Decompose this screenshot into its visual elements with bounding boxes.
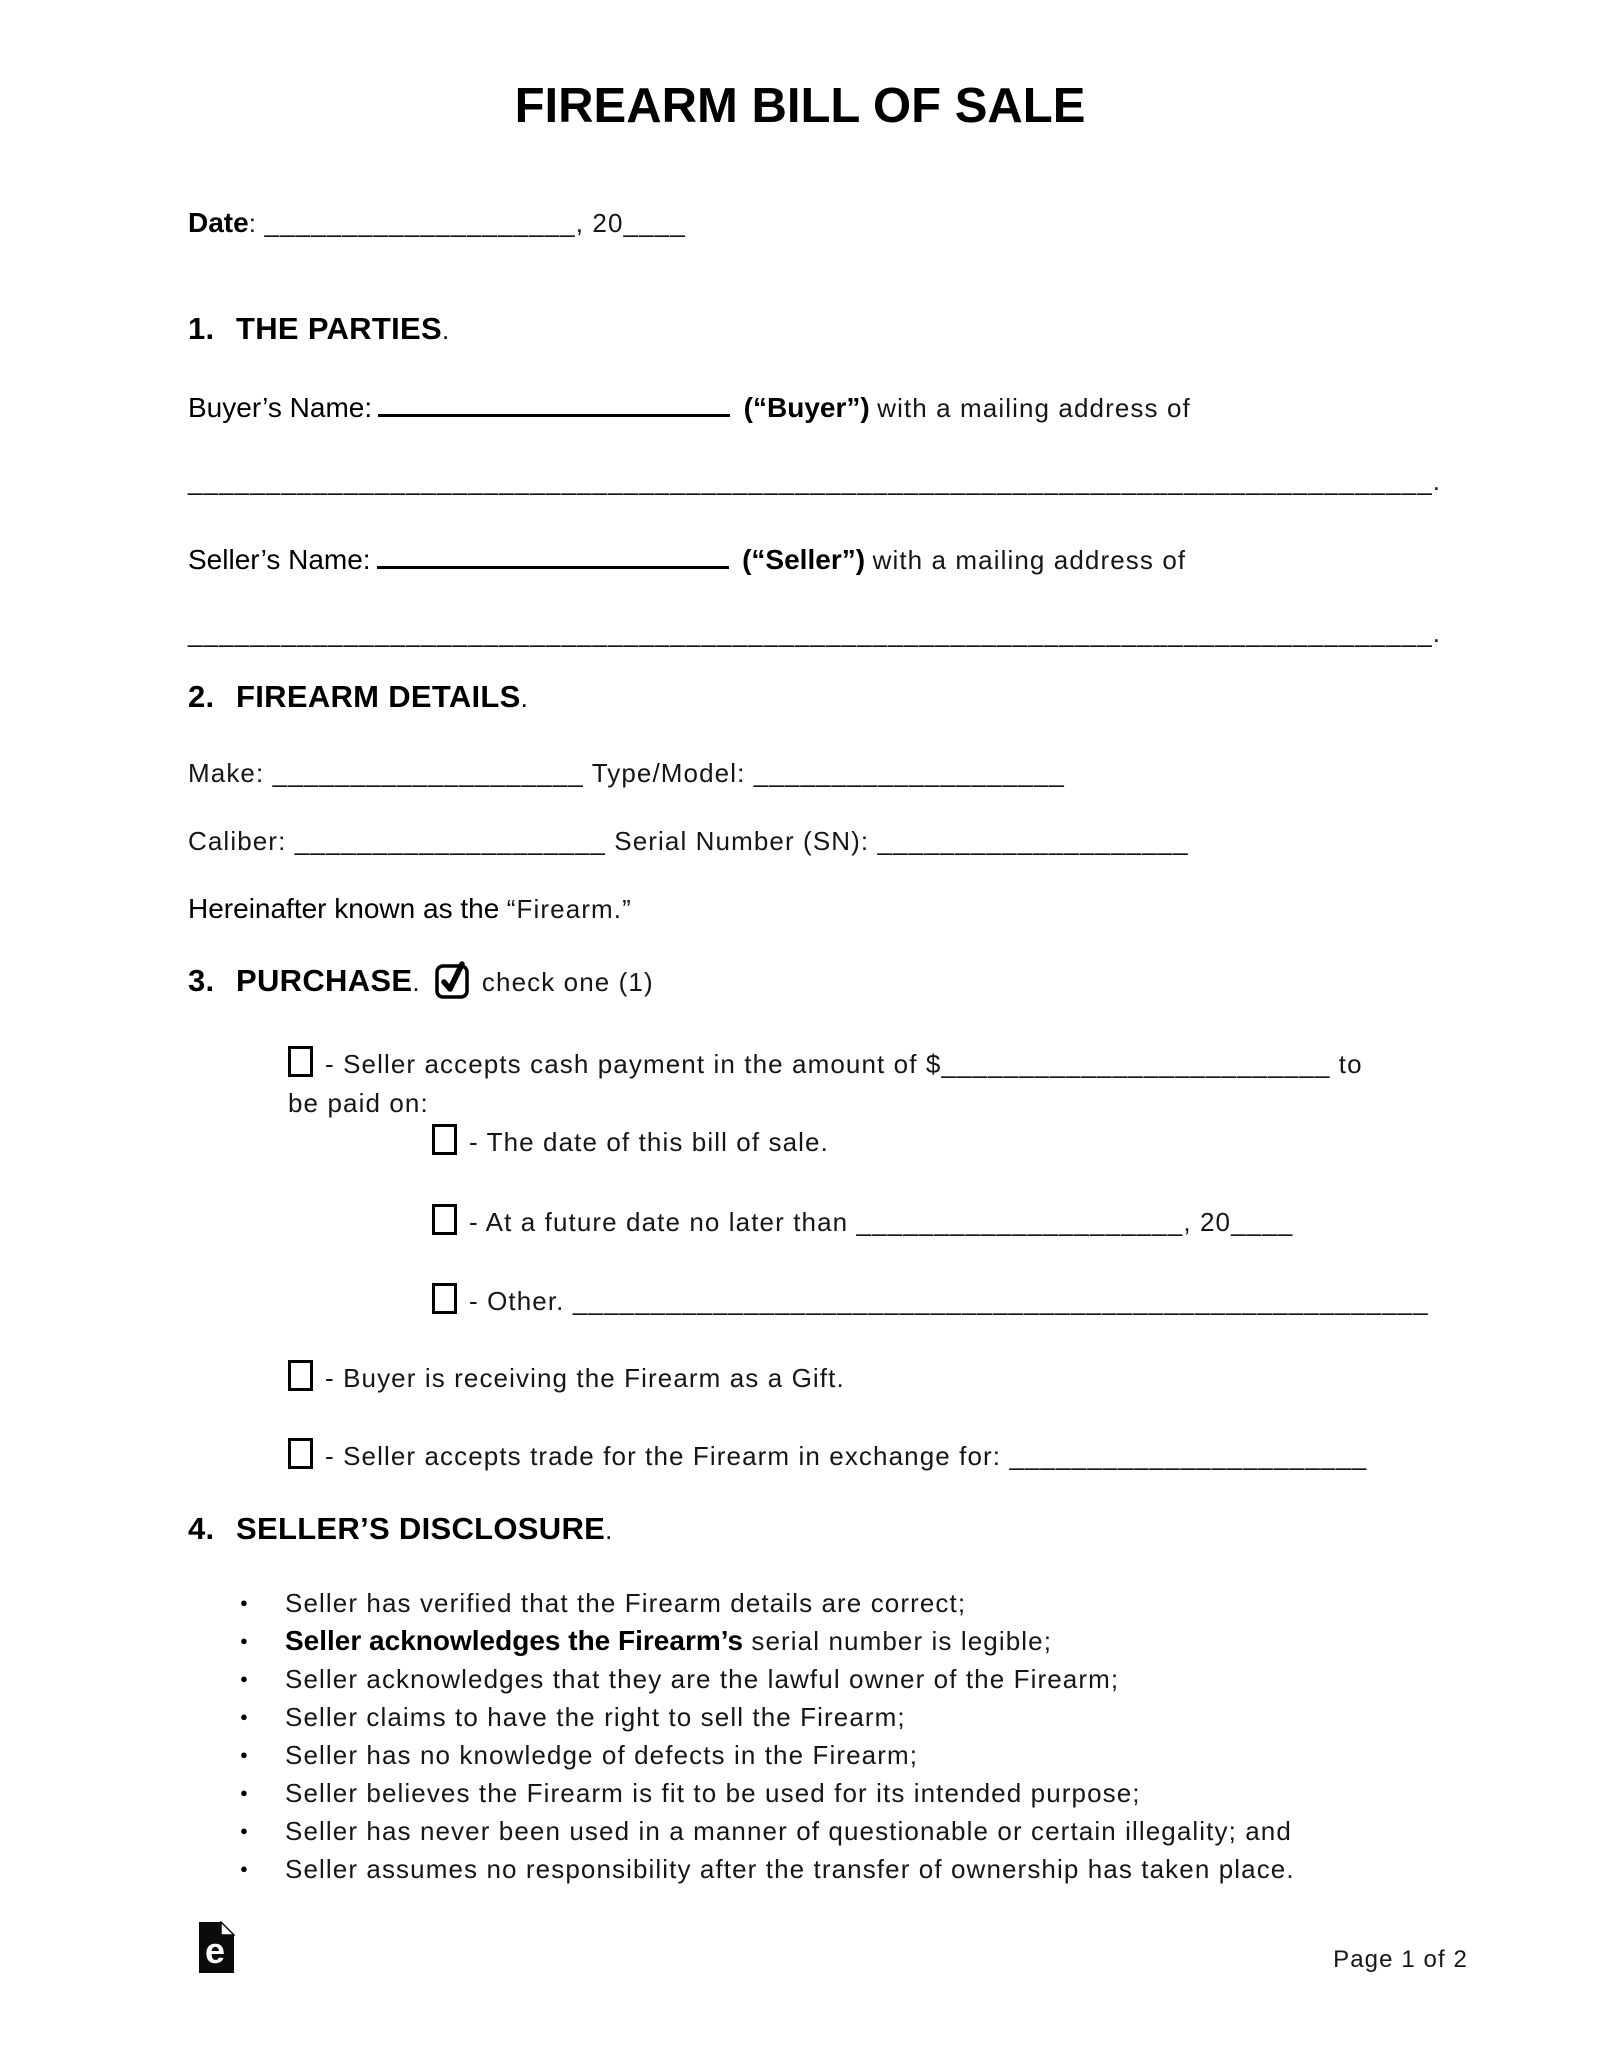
make-label: Make: [188, 758, 265, 788]
other-text: - Other. [469, 1286, 565, 1316]
document-title: FIREARM BILL OF SALE [514, 79, 1086, 133]
seller-mailing-address-text: with a mailing address of [872, 545, 1187, 575]
checked-checkbox-icon[interactable] [434, 958, 470, 1000]
section-1-number: 1. [188, 311, 215, 346]
buyer-name-blank[interactable] [378, 386, 730, 417]
section-3-heading [188, 958, 654, 1000]
other-option [432, 1283, 1429, 1318]
section-4-dot: . [605, 1515, 613, 1545]
disclosure-item: ● Seller acknowledges that they are the lawful owner of the Firearm; [238, 1660, 1295, 1698]
serial-number-label: Serial Number (SN): [614, 826, 870, 856]
trade-checkbox[interactable] [288, 1438, 313, 1469]
section-1-heading [188, 312, 450, 347]
section-4-heading [188, 1512, 613, 1547]
cash-option-checkbox[interactable] [288, 1046, 313, 1077]
section-3-dot: . [412, 967, 420, 997]
section-4-number: 4. [188, 1511, 215, 1546]
hereinafter-text: Hereinafter known as the [188, 893, 500, 924]
other-blank[interactable]: _______________________________________________________ [572, 1286, 1429, 1316]
future-date-blank[interactable]: _____________________ [856, 1207, 1184, 1237]
seller-name-blank[interactable] [377, 538, 729, 569]
section-4-title: SELLER’S DISCLOSURE [236, 1511, 606, 1546]
check-one-note: check one (1) [481, 967, 654, 997]
buyer-name-label: Buyer’s Name: [188, 392, 373, 423]
type-model-blank[interactable]: ____________________ [753, 758, 1065, 788]
firearm-term: “Firearm.” [506, 894, 632, 924]
date-colon: : [248, 208, 258, 238]
type-model-label: Type/Model: [591, 758, 746, 788]
buyer-mailing-address-text: with a mailing address of [877, 393, 1191, 423]
logo-letter: e [204, 1930, 226, 1971]
date-line [188, 206, 686, 240]
future-year-blank[interactable]: ____ [1231, 1207, 1294, 1237]
section-2-dot: . [520, 683, 529, 713]
cash-amount-blank[interactable]: _________________________ [941, 1049, 1331, 1079]
disclosure-item-bold-text: Seller acknowledges the Firearm’s [285, 1625, 744, 1656]
date-year-blank[interactable]: ____ [623, 208, 686, 238]
seller-alias: (“Seller”) [742, 544, 866, 575]
seller-name-line [188, 538, 1186, 577]
eforms-logo [198, 1921, 235, 1974]
section-2-title: FIREARM DETAILS [236, 679, 521, 714]
disclosure-item: ● Seller believes the Firearm is fit to be used for its intended purpose; [238, 1774, 1295, 1812]
disclosure-list [238, 1584, 1295, 1888]
section-2-heading [188, 680, 528, 715]
disclosure-item: ● Seller has verified that the Firearm details are correct; [238, 1584, 1295, 1622]
gift-checkbox[interactable] [288, 1360, 313, 1391]
trade-option [288, 1438, 1367, 1473]
cash-option-line [288, 1046, 1363, 1081]
section-3-title: PURCHASE [236, 963, 413, 998]
disclosure-item: ● Seller assumes no responsibility after the transfer of ownership has taken place. [238, 1850, 1295, 1888]
disclosure-item: ● Seller claims to have the right to sell the Firearm; [238, 1698, 1295, 1736]
caliber-line [188, 824, 1189, 858]
seller-address-blank[interactable]: ________________________________________________________________________________. [188, 618, 1442, 648]
caliber-blank[interactable]: ____________________ [294, 826, 606, 856]
disclosure-item [238, 1622, 1295, 1660]
date-suffix: , 20 [575, 208, 624, 238]
gift-text: - Buyer is receiving the Firearm as a Gift. [325, 1363, 845, 1393]
page-number: Page 1 of 2 [1333, 1946, 1468, 1973]
date-of-sale-option [432, 1124, 829, 1159]
other-checkbox[interactable] [432, 1283, 457, 1314]
date-of-sale-text: - The date of this bill of sale. [469, 1127, 829, 1157]
serial-number-blank[interactable]: ____________________ [877, 826, 1189, 856]
future-date-suffix: , 20 [1183, 1207, 1232, 1237]
cash-option-continuation: be paid on: [288, 1088, 429, 1118]
disclosure-item: ● Seller has no knowledge of defects in the Firearm; [238, 1736, 1295, 1774]
make-blank[interactable]: ____________________ [272, 758, 584, 788]
date-of-sale-checkbox[interactable] [432, 1124, 457, 1155]
buyer-name-line [188, 386, 1191, 425]
cash-option-tail: to [1338, 1049, 1363, 1079]
date-blank[interactable]: ____________________ [264, 208, 576, 238]
gift-option [288, 1360, 845, 1395]
disclosure-item: ● Seller has never been used in a manner of questionable or certain illegality; and [238, 1812, 1295, 1850]
hereinafter-line [188, 892, 632, 926]
date-label: Date [188, 207, 249, 238]
future-date-option [432, 1204, 1293, 1239]
caliber-label: Caliber: [188, 826, 287, 856]
make-line [188, 756, 1065, 790]
buyer-address-blank[interactable]: ________________________________________________________________________________. [188, 466, 1442, 496]
section-2-number: 2. [188, 679, 215, 714]
future-date-checkbox[interactable] [432, 1204, 457, 1235]
section-3-number: 3. [188, 963, 215, 998]
cash-option-text: - Seller accepts cash payment in the amount of $ [325, 1049, 942, 1079]
future-date-text: - At a future date no later than [469, 1207, 849, 1237]
buyer-alias: (“Buyer”) [743, 392, 870, 423]
disclosure-item-rest-text: serial number is legible; [751, 1626, 1053, 1656]
trade-text: - Seller accepts trade for the Firearm in exchange for: [325, 1441, 1002, 1471]
section-1-dot: . [441, 315, 450, 345]
section-1-title: THE PARTIES [236, 311, 442, 346]
trade-blank[interactable]: _______________________ [1009, 1441, 1368, 1471]
seller-name-label: Seller’s Name: [188, 544, 371, 575]
